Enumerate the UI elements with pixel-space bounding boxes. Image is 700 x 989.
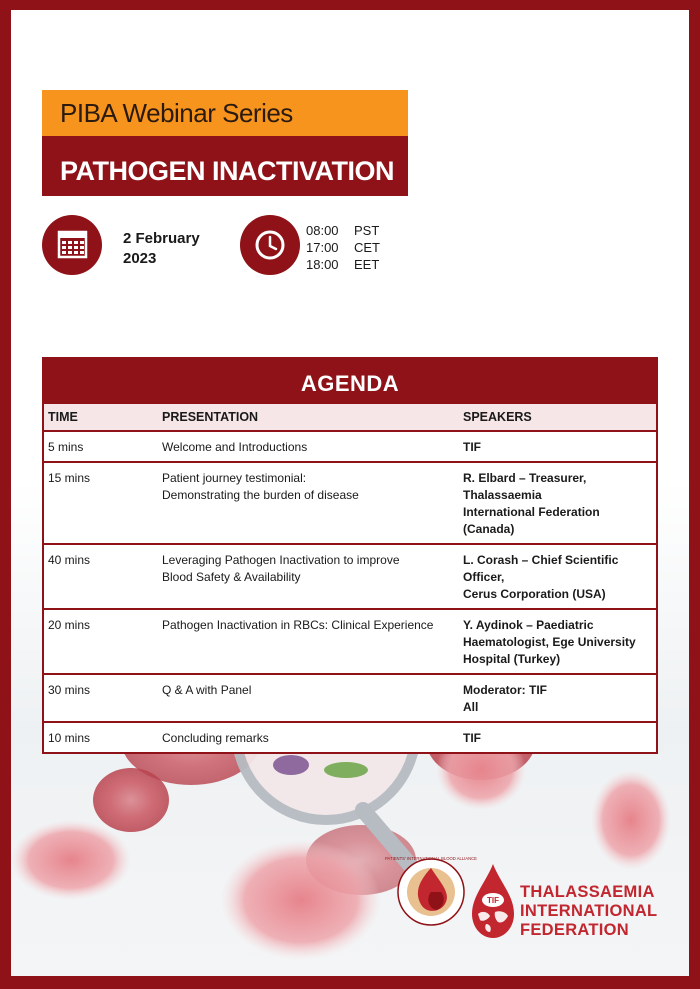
presentation-line: Pathogen Inactivation in RBCs: Clinical Experience (162, 618, 434, 632)
presentation-line: Demonstrating the burden of disease (162, 488, 359, 502)
time-value: 17:00 (306, 240, 339, 255)
table-row (44, 431, 656, 462)
speaker-line: TIF (463, 731, 481, 745)
row-time: 5 mins (44, 431, 158, 462)
event-times (306, 222, 380, 273)
table-row (44, 722, 656, 752)
row-speakers (459, 609, 656, 674)
speaker-line: Y. Aydinok – Paediatric (463, 618, 594, 632)
col-speakers: SPEAKERS (459, 404, 656, 431)
tif-name (520, 883, 657, 940)
event-date (123, 229, 223, 269)
row-presentation (158, 674, 459, 722)
calendar-icon (42, 215, 102, 275)
row-presentation (158, 431, 459, 462)
speaker-line: Moderator: TIF (463, 683, 547, 697)
time-row (306, 256, 380, 273)
time-zone: EET (354, 257, 380, 272)
tif-name-line: FEDERATION (520, 921, 630, 939)
row-time: 10 mins (44, 722, 158, 752)
presentation-line: Q & A with Panel (162, 683, 252, 697)
speaker-line: International Federation (Canada) (463, 505, 600, 536)
speaker-line: TIF (463, 440, 481, 454)
row-presentation (158, 462, 459, 544)
row-presentation (158, 609, 459, 674)
row-time: 15 mins (44, 462, 158, 544)
row-time: 40 mins (44, 544, 158, 609)
speaker-line: All (463, 700, 479, 714)
speaker-line: Haematologist, Ege University (463, 635, 636, 649)
tif-logo (468, 862, 518, 940)
clock-badge (240, 215, 300, 275)
row-presentation (158, 544, 459, 609)
speaker-line: Cerus Corporation (USA) (463, 587, 606, 601)
col-time: TIME (44, 404, 158, 431)
time-zone: CET (354, 240, 380, 255)
presentation-line: Concluding remarks (162, 731, 269, 745)
calendar-badge (42, 215, 102, 275)
presentation-line: Welcome and Introductions (162, 440, 308, 454)
col-presentation: PRESENTATION (158, 404, 459, 431)
agenda-header-row (44, 404, 656, 431)
speaker-line: L. Corash – Chief Scientific Officer, (463, 553, 619, 584)
time-value: 18:00 (306, 257, 339, 272)
row-time: 30 mins (44, 674, 158, 722)
piba-logo (385, 852, 477, 928)
presentation-line: Patient journey testimonial: (162, 471, 307, 485)
speaker-line: Hospital (Turkey) (463, 652, 561, 666)
row-time: 20 mins (44, 609, 158, 674)
row-speakers (459, 431, 656, 462)
row-speakers (459, 544, 656, 609)
time-value: 08:00 (306, 223, 339, 238)
agenda-table (42, 357, 658, 754)
row-speakers (459, 462, 656, 544)
time-row (306, 239, 380, 256)
page-title: PATHOGEN INACTIVATION (42, 136, 408, 196)
event-date-day: 2 February (123, 230, 200, 247)
time-zone: PST (354, 223, 380, 238)
tif-name-line: THALASSAEMIA (520, 883, 655, 901)
presentation-line: Leveraging Pathogen Inactivation to improve (162, 553, 400, 567)
agenda-grid (44, 404, 656, 752)
table-row (44, 462, 656, 544)
agenda-body (44, 431, 656, 752)
speaker-line: R. Elbard – Treasurer, Thalassaemia (463, 471, 587, 502)
table-row (44, 609, 656, 674)
presentation-line: Blood Safety & Availability (162, 570, 301, 584)
piba-ring-text: PATIENTS' INTERNATIONAL BLOOD ALLIANCE (385, 856, 477, 861)
row-speakers (459, 674, 656, 722)
series-banner: PIBA Webinar Series (42, 90, 408, 136)
tif-badge-text: TIF (487, 896, 499, 905)
time-row (306, 222, 380, 239)
table-row (44, 544, 656, 609)
row-speakers (459, 722, 656, 752)
clock-icon (240, 215, 300, 275)
row-presentation (158, 722, 459, 752)
event-date-year: 2023 (123, 250, 157, 267)
tif-name-line: INTERNATIONAL (520, 902, 658, 920)
table-row (44, 674, 656, 722)
agenda-heading: AGENDA (44, 359, 656, 404)
